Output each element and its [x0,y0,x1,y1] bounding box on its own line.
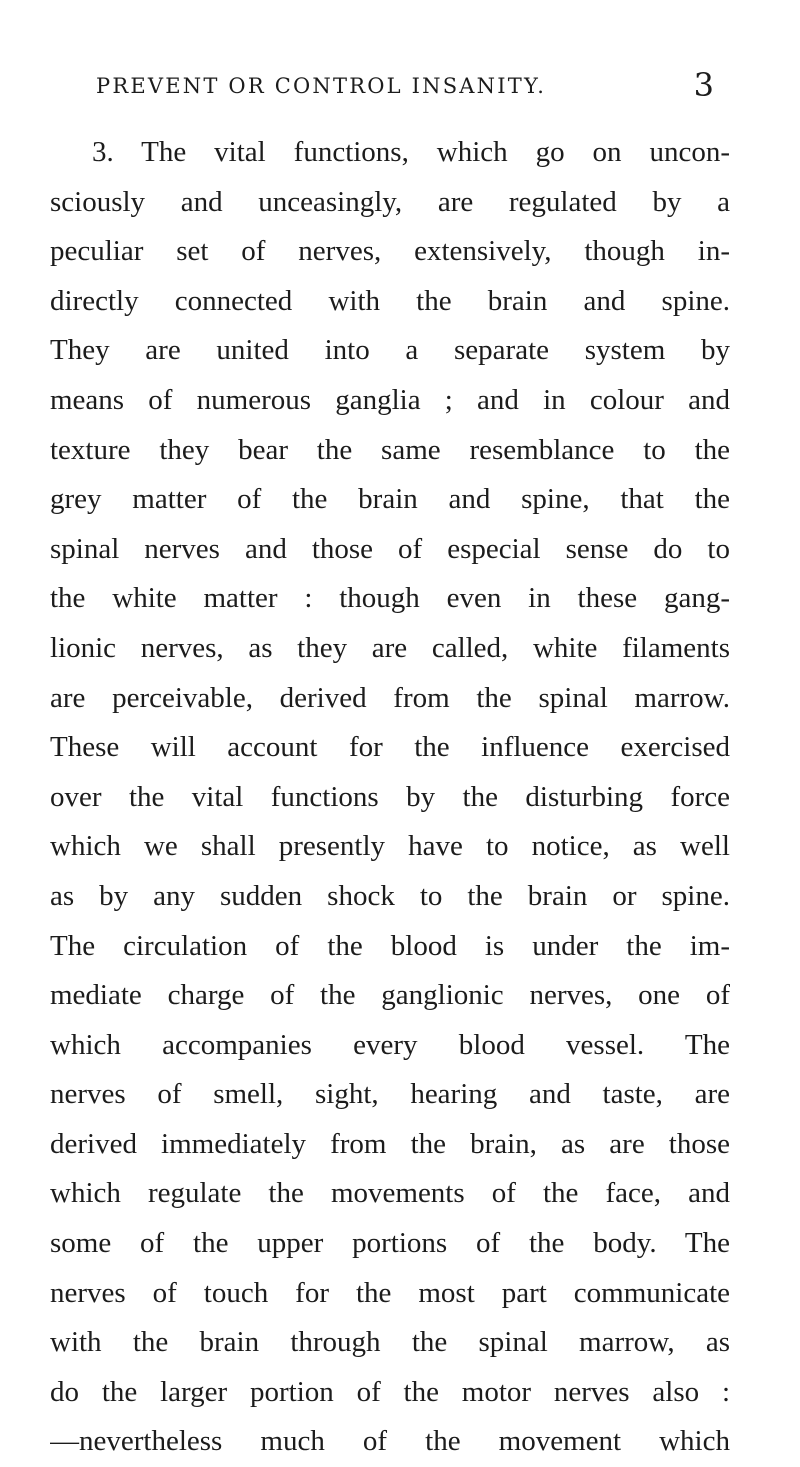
text-line: 3. The vital functions, which go on uncon- [92,136,730,168]
text-line: derived immediately from the brain, as are those [50,1127,730,1160]
text-line: The circulation of the blood is under the im- [50,929,730,962]
text-line: spinal nerves and those of especial sense do to [50,532,730,565]
page-number: 3 [693,66,714,104]
running-head [96,66,714,106]
text-line: sciously and unceasingly, are regulated by a [50,185,730,218]
text-line: as by any sudden shock to the brain or spine. [50,879,730,912]
text-line: with the brain through the spinal marrow, as [50,1326,730,1359]
text-line: directly connected with the brain and spine. [50,284,730,317]
text-line: mediate charge of the ganglionic nerves, one of [50,979,730,1012]
text-line: do the larger portion of the motor nerves also : [50,1375,730,1408]
text-line: texture they bear the same resemblance to the [50,433,730,466]
text-line: They are united into a separate system by [50,334,730,367]
text-line: nerves of smell, sight, hearing and taste, are [50,1078,730,1111]
text-line: over the vital functions by the disturbing force [50,780,730,813]
running-title: PREVENT OR CONTROL INSANITY. [96,74,547,98]
body-text [50,128,730,1467]
text-line: —nevertheless much of the movement which [50,1425,730,1458]
text-line: which regulate the movements of the face, and [50,1177,730,1210]
text-line: lionic nerves, as they are called, white filaments [50,631,730,664]
text-line: peculiar set of nerves, extensively, though in- [50,235,730,268]
text-line: means of numerous ganglia ; and in colour and [50,383,730,416]
text-line: These will account for the influence exercised [50,731,730,764]
text-line: nerves of touch for the most part communicate [50,1276,730,1309]
text-line: some of the upper portions of the body. The [50,1227,730,1260]
text-line: grey matter of the brain and spine, that the [50,483,730,516]
text-line: are perceivable, derived from the spinal marrow. [50,681,730,714]
text-line: the white matter : though even in these gang- [50,582,730,615]
text-line: which we shall presently have to notice, as well [50,830,730,863]
text-line: which accompanies every blood vessel. The [50,1028,730,1061]
